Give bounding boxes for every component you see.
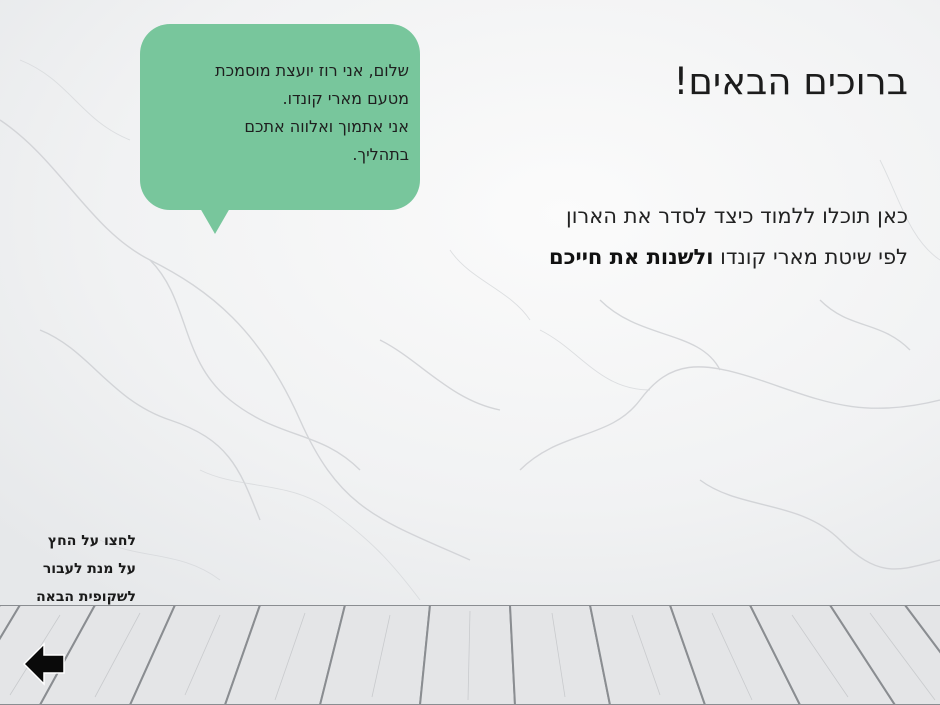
page-title: ברוכים הבאים! (673, 60, 908, 103)
intro-line-1: כאן תוכלו ללמוד כיצד לסדר את הארון (565, 204, 908, 228)
intro-line-2 (388, 237, 908, 278)
navigation-hint (8, 527, 136, 611)
intro-text (388, 196, 908, 278)
hint-line: על מנת לעבור (42, 561, 136, 577)
bubble-line: אני אתמוך ואלווה אתכם (244, 117, 409, 136)
next-slide-button[interactable] (22, 640, 66, 688)
wooden-floor (0, 605, 940, 705)
bubble-line: בתהליך. (352, 145, 409, 164)
intro-line-2-bold: ולשנות את חייכם (549, 245, 714, 269)
speech-bubble-text (150, 57, 409, 169)
hint-line: לחצו על החץ (47, 533, 136, 549)
intro-line-2-regular: לפי שיטת מארי קונדו (713, 245, 908, 269)
bubble-line: שלום, אני רוז יועצת מוסמכת (215, 61, 409, 80)
bubble-line: מטעם מארי קונדו. (282, 89, 409, 108)
speech-bubble-tail (200, 208, 230, 234)
left-arrow-icon[interactable] (24, 644, 64, 684)
hint-line: לשקופית הבאה (36, 589, 136, 605)
